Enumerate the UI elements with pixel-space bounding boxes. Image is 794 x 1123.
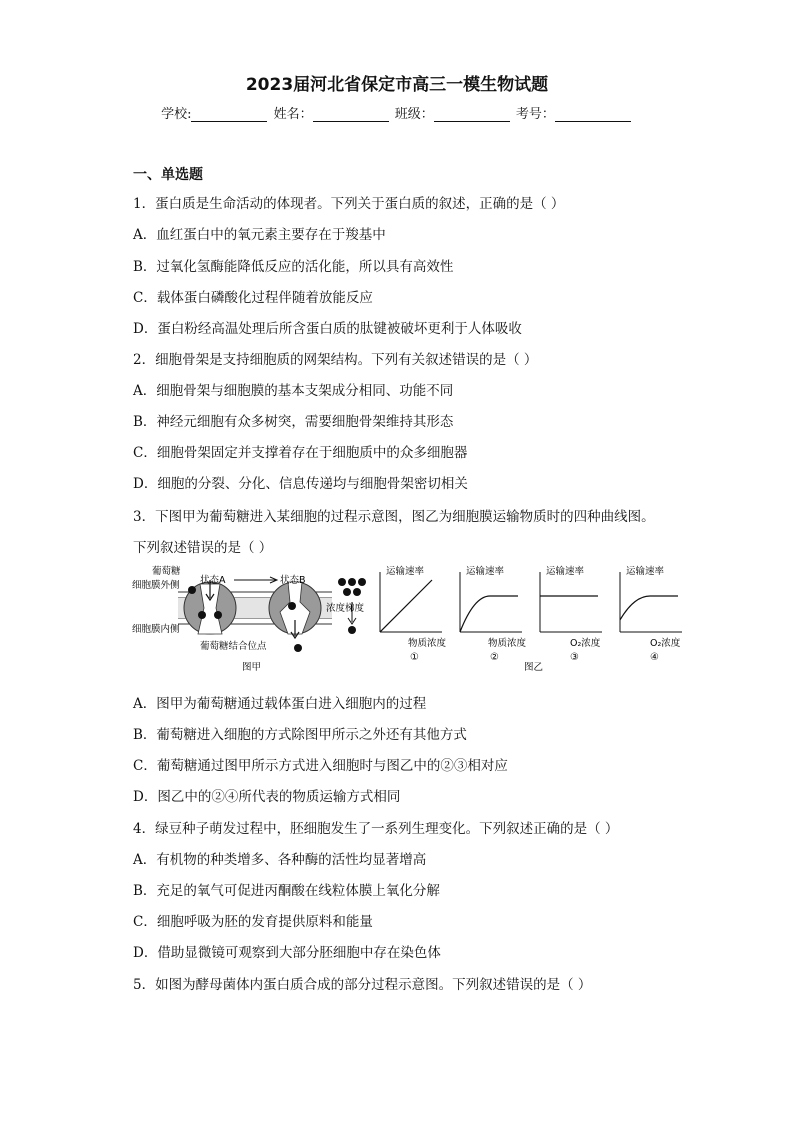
question-4-option-d: D．借助显微镜可观察到大部分胚细胞中存在染色体 — [133, 945, 441, 961]
graph-2-xlabel: 物质浓度 — [488, 638, 527, 649]
question-3-figure — [130, 562, 690, 682]
graph-3-number: ③ — [570, 652, 579, 663]
label-glucose: 葡萄糖 — [152, 566, 181, 577]
label-binding-site: 葡萄糖结合位点 — [200, 641, 267, 652]
question-3-option-a: A．图甲为葡萄糖通过载体蛋白进入细胞内的过程 — [133, 696, 427, 712]
school-label: 学校: — [161, 107, 192, 122]
question-2-option-b: B．神经元细胞有众多树突，需要细胞骨架维持其形态 — [133, 414, 454, 430]
class-label: 班级： — [394, 107, 434, 122]
graph-4 — [620, 565, 682, 663]
curve-2 — [460, 596, 518, 632]
question-1-option-c: C．载体蛋白磷酸化过程伴随着放能反应 — [133, 290, 373, 306]
curve-1 — [380, 580, 432, 632]
graph-4-number: ④ — [650, 652, 659, 663]
question-1-option-a: A．血红蛋白中的氧元素主要存在于羧基中 — [133, 227, 386, 243]
question-4-option-c: C．细胞呼吸为胚的发育提供原料和能量 — [133, 914, 373, 930]
graph-2-number: ② — [490, 652, 499, 663]
figure-yi-caption: 图乙 — [524, 662, 544, 673]
figure-jia — [132, 565, 366, 673]
graph-1-number: ① — [410, 652, 419, 663]
question-2-stem: 2．细胞骨架是支持细胞质的网架结构。下列有关叙述错误的是（ ） — [133, 352, 538, 368]
figure-jia-caption: 图甲 — [242, 662, 262, 673]
question-5-stem: 5．如图为酵母菌体内蛋白质合成的部分过程示意图。下列叙述错误的是（ ） — [133, 977, 592, 993]
question-1-option-d: D．蛋白粉经高温处理后所含蛋白质的肽键被破坏更利于人体吸收 — [133, 321, 522, 337]
question-3-stem-continued: 下列叙述错误的是（ ） — [133, 540, 273, 556]
graph-4-xlabel: O₂浓度 — [650, 638, 681, 649]
question-3-option-b: B．葡萄糖进入细胞的方式除图甲所示之外还有其他方式 — [133, 727, 467, 743]
section-heading: 一、单选题 — [133, 167, 203, 183]
student-info-row — [0, 103, 794, 122]
school-blank[interactable] — [191, 107, 267, 122]
question-4-option-a: A．有机物的种类增多、各种酶的活性均显著增高 — [133, 852, 427, 868]
graph-1-xlabel: 物质浓度 — [408, 638, 447, 649]
question-4-option-b: B．充足的氧气可促进丙酮酸在线粒体膜上氧化分解 — [133, 883, 440, 899]
figure-yi — [380, 565, 682, 673]
graph-1-ylabel: 运输速率 — [386, 566, 425, 577]
name-blank[interactable] — [313, 107, 389, 122]
question-2-option-a: A．细胞骨架与细胞膜的基本支架成分相同、功能不同 — [133, 383, 454, 399]
curve-4 — [620, 596, 678, 620]
name-label: 姓名： — [273, 107, 313, 122]
label-state-b: 状态B — [280, 575, 306, 586]
graph-2-ylabel: 运输速率 — [466, 566, 505, 577]
question-1-stem: 1．蛋白质是生命活动的体现者。下列关于蛋白质的叙述，正确的是（ ） — [133, 196, 565, 212]
exam-number-label: 考号： — [515, 107, 555, 122]
question-1-option-b: B．过氧化氢酶能降低反应的活化能，所以具有高效性 — [133, 259, 454, 275]
label-outer-side: 细胞膜外侧 — [132, 580, 180, 591]
question-3-stem: 3．下图甲为葡萄糖进入某细胞的过程示意图，图乙为细胞膜运输物质时的四种曲线图。 — [133, 509, 655, 525]
graph-2 — [460, 565, 527, 663]
graph-3-xlabel: O₂浓度 — [570, 638, 601, 649]
question-3-option-c: C．葡萄糖通过图甲所示方式进入细胞时与图乙中的②③相对应 — [133, 758, 508, 774]
label-concentration-gradient: 浓度梯度 — [326, 603, 365, 614]
label-inner-side: 细胞膜内侧 — [132, 624, 180, 635]
exam-number-blank[interactable] — [555, 107, 631, 122]
graph-4-ylabel: 运输速率 — [626, 566, 665, 577]
question-2-option-d: D．细胞的分裂、分化、信息传递均与细胞骨架密切相关 — [133, 476, 468, 492]
page-title: 2023届河北省保定市高三一模生物试题 — [245, 75, 549, 95]
graph-3-ylabel: 运输速率 — [546, 566, 585, 577]
question-2-option-c: C．细胞骨架固定并支撑着存在于细胞质中的众多细胞器 — [133, 445, 468, 461]
graph-1 — [380, 565, 447, 663]
label-state-a: 状态A — [200, 575, 226, 586]
question-3-option-d: D．图乙中的②④所代表的物质运输方式相同 — [133, 789, 401, 805]
graph-3 — [540, 565, 602, 663]
question-4-stem: 4．绿豆种子萌发过程中，胚细胞发生了一系列生理变化。下列叙述正确的是（ ） — [133, 821, 619, 837]
carrier-protein-state-b — [269, 582, 321, 638]
class-blank[interactable] — [434, 107, 510, 122]
